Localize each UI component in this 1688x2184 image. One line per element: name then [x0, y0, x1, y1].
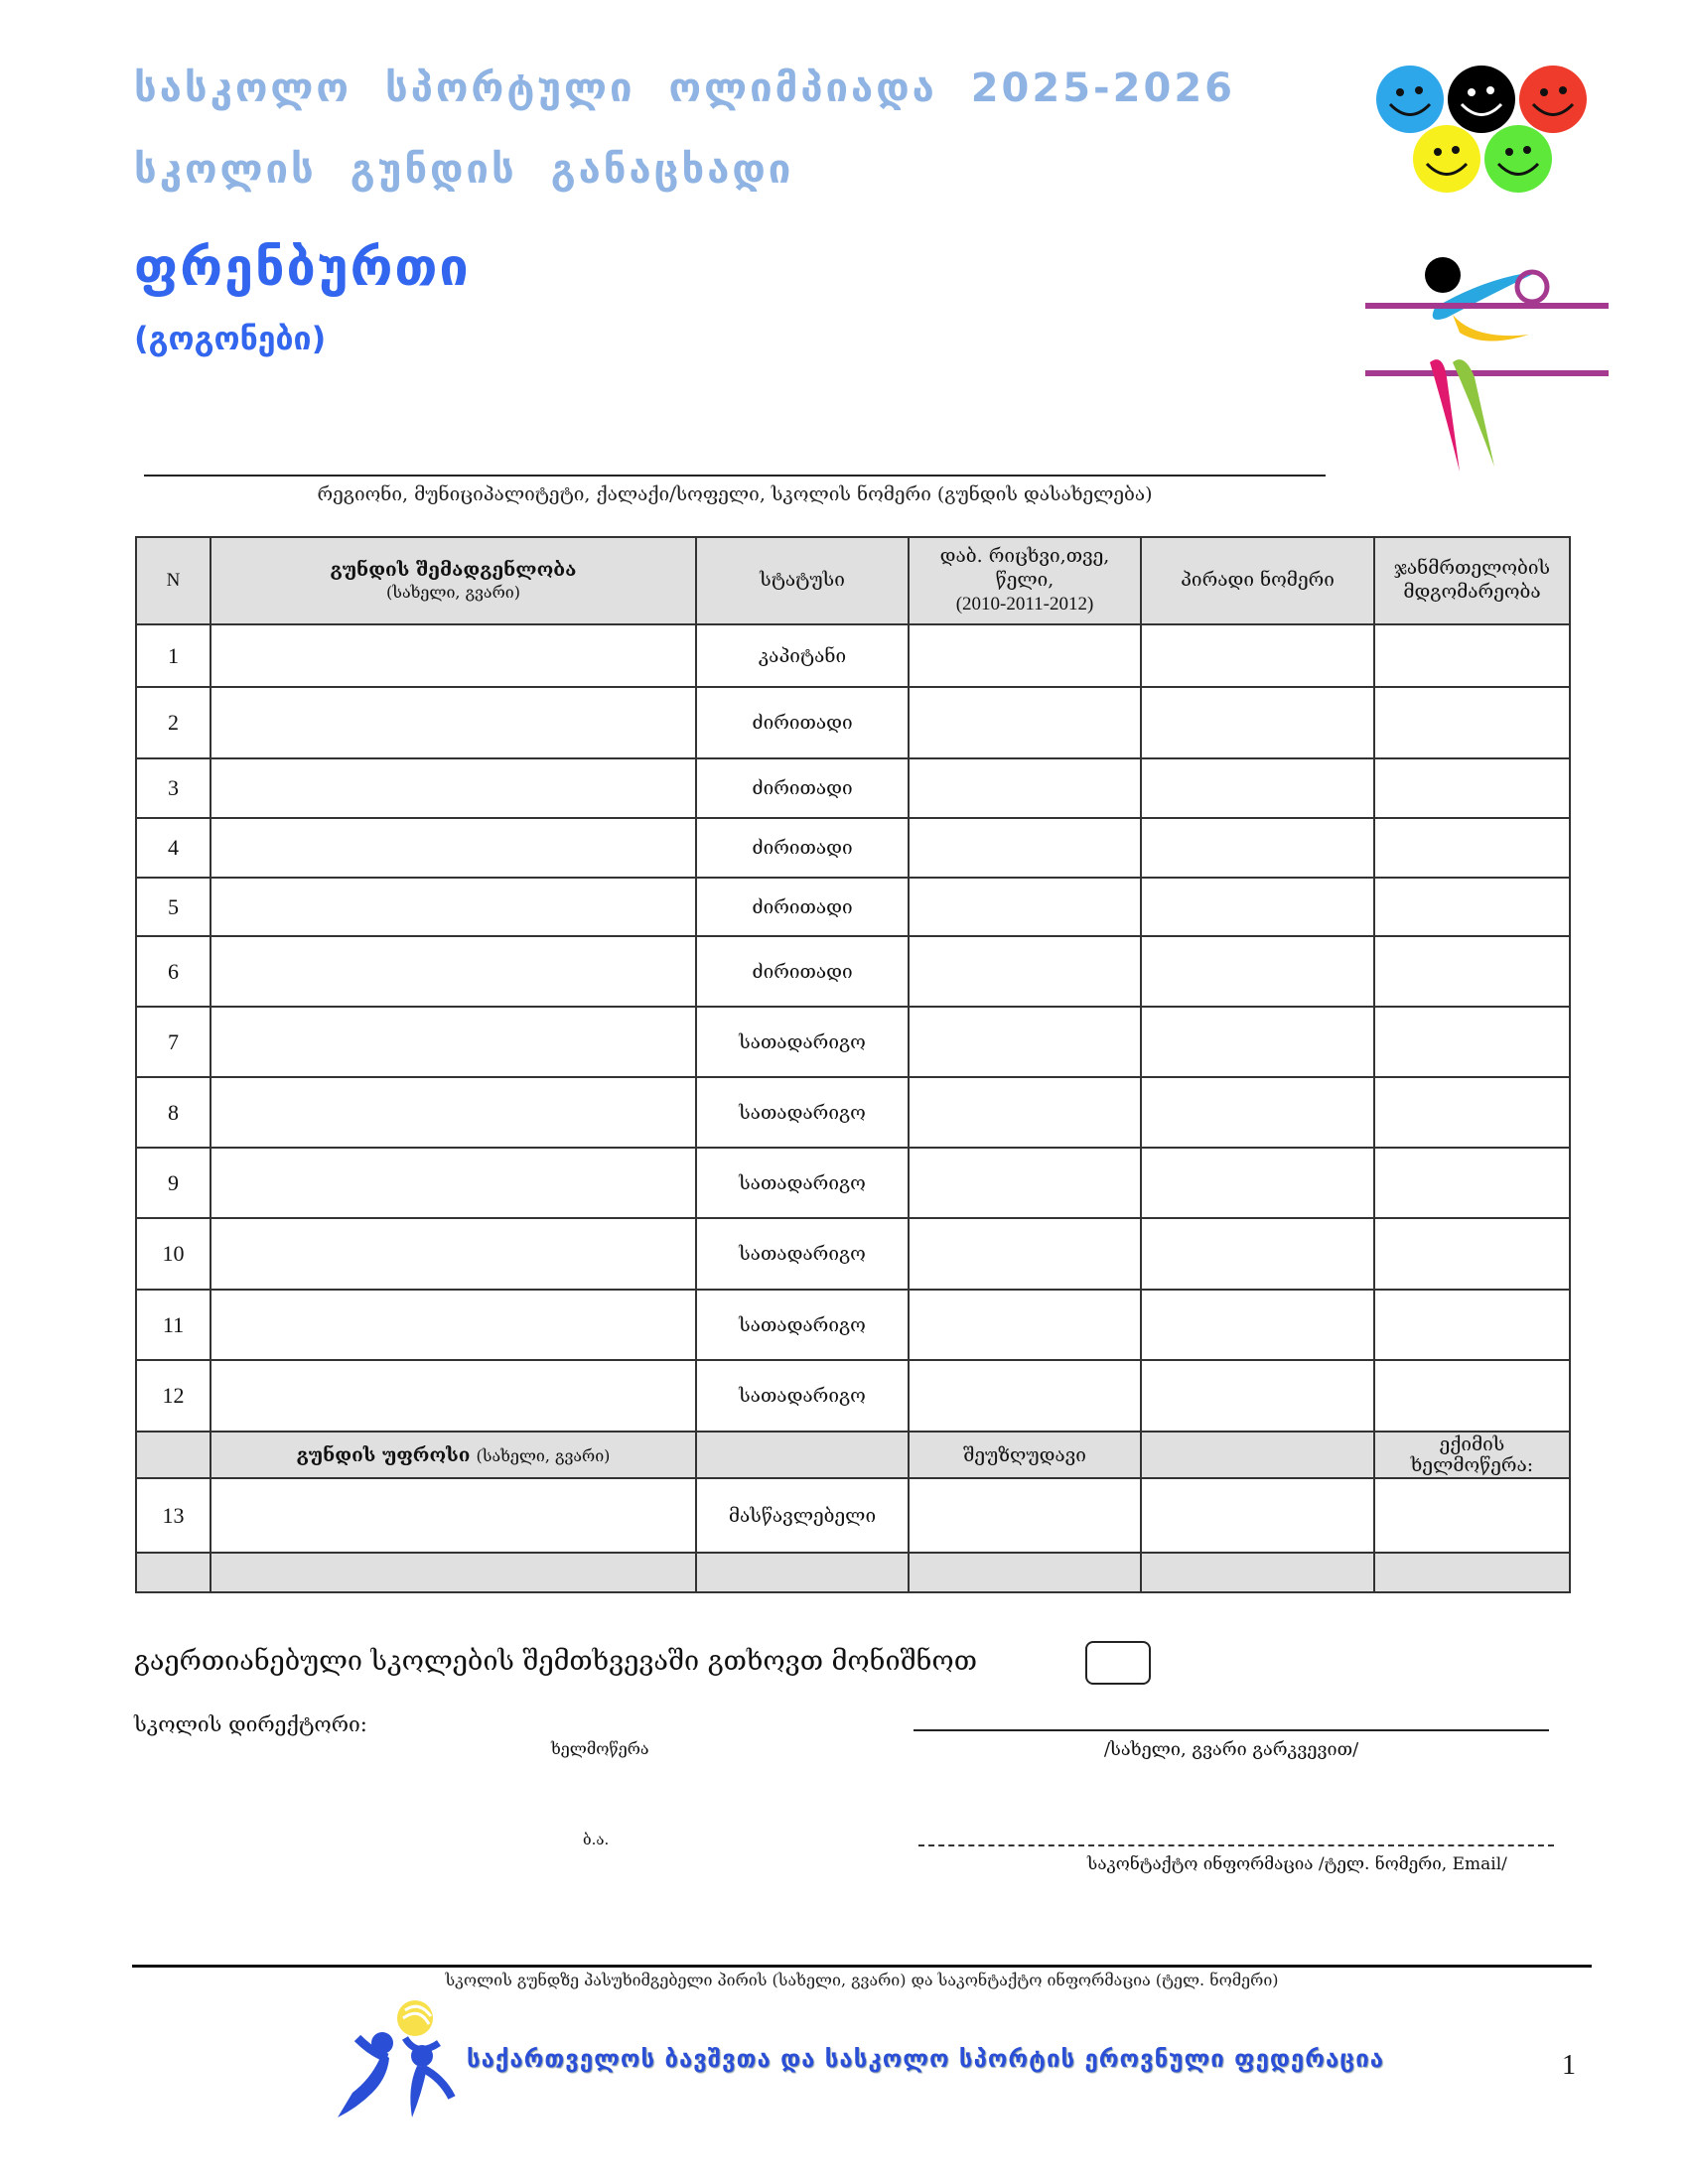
player-name-cell[interactable] [211, 1007, 696, 1077]
director-name-line[interactable] [914, 1729, 1549, 1731]
signature-caption: ხელმოწერა [551, 1739, 649, 1758]
player-status: კაპიტანი [696, 624, 909, 687]
row-number: 12 [136, 1360, 211, 1432]
stamp-caption: ბ.ა. [583, 1831, 610, 1848]
table-footer-row [136, 1553, 1570, 1592]
dob-label-line: წელი, [995, 569, 1055, 592]
coach-sublabel: (სახელი, გვარი) [476, 1445, 611, 1465]
table-row [136, 1148, 1570, 1218]
coach-dob-note: შეუზღუდავი [909, 1432, 1141, 1478]
title-word: სპორტული [384, 66, 635, 111]
table-row [136, 1007, 1570, 1077]
player-personal-id-cell[interactable] [1141, 1148, 1374, 1218]
footer-cell [696, 1553, 909, 1592]
player-dob-cell[interactable] [909, 1290, 1141, 1360]
page-subtitle [134, 147, 793, 193]
player-name-cell[interactable] [211, 878, 696, 936]
player-personal-id-cell[interactable] [1141, 687, 1374, 758]
doctor-label-line: ხელმოწერა: [1410, 1453, 1534, 1476]
coach-name-cell[interactable] [211, 1478, 696, 1553]
footer-divider [132, 1965, 1592, 1968]
page-number: 1 [1562, 2050, 1576, 2081]
player-health-cell[interactable] [1374, 878, 1570, 936]
player-status: ძირითადი [696, 878, 909, 936]
player-status: სათადარიგო [696, 1148, 909, 1218]
title-word: ოლიმპიადა [668, 66, 937, 111]
footer-cell [909, 1553, 1141, 1592]
player-personal-id-cell[interactable] [1141, 624, 1374, 687]
table-row [136, 624, 1570, 687]
smiley-blue-icon [1376, 66, 1444, 133]
player-personal-id-cell[interactable] [1141, 1360, 1374, 1432]
health-label-line: მდგომარეობა [1403, 581, 1541, 603]
player-name-cell[interactable] [211, 687, 696, 758]
row-number: 5 [136, 878, 211, 936]
player-personal-id-cell[interactable] [1141, 1007, 1374, 1077]
player-health-cell[interactable] [1374, 936, 1570, 1007]
table-row [136, 936, 1570, 1007]
player-dob-cell[interactable] [909, 758, 1141, 818]
coach-dob-cell[interactable] [909, 1478, 1141, 1553]
player-name-cell[interactable] [211, 818, 696, 878]
dob-label-line: დაბ. რიცხვი,თვე, [939, 545, 1110, 568]
player-health-cell[interactable] [1374, 624, 1570, 687]
player-health-cell[interactable] [1374, 1218, 1570, 1290]
footer-cell [1141, 1553, 1374, 1592]
merged-schools-checkbox[interactable] [1085, 1641, 1151, 1685]
director-label: სკოლის დირექტორი: [134, 1712, 367, 1736]
table-row [136, 1077, 1570, 1148]
table-row [136, 1218, 1570, 1290]
player-personal-id-cell[interactable] [1141, 1290, 1374, 1360]
merged-schools-label: გაერთიანებული სკოლების შემთხვევაში გთხოვთ მონიშნოთ [134, 1646, 977, 1677]
composition-sublabel: (სახელი, გვარი) [386, 582, 520, 602]
footer-cell [1374, 1553, 1570, 1592]
player-health-cell[interactable] [1374, 1360, 1570, 1432]
player-name-cell[interactable] [211, 1077, 696, 1148]
col-header-n: N [136, 537, 211, 624]
subtitle-word: გუნდის [350, 147, 517, 193]
coach-personal-id-cell[interactable] [1141, 1478, 1374, 1553]
row-number: 9 [136, 1148, 211, 1218]
player-name-cell[interactable] [211, 1290, 696, 1360]
player-dob-cell[interactable] [909, 936, 1141, 1007]
player-status: სათადარიგო [696, 1077, 909, 1148]
coach-row [136, 1478, 1570, 1553]
player-status: ძირითადი [696, 818, 909, 878]
coach-status: მასწავლებელი [696, 1478, 909, 1553]
player-dob-cell[interactable] [909, 1360, 1141, 1432]
row-number: 7 [136, 1007, 211, 1077]
coach-header-empty [136, 1432, 211, 1478]
category-label: (გოგონები) [134, 320, 327, 357]
coach-label: გუნდის უფროსი [296, 1443, 471, 1466]
coach-health-cell[interactable] [1374, 1478, 1570, 1553]
player-personal-id-cell[interactable] [1141, 818, 1374, 878]
roster-body [136, 624, 1570, 1432]
table-row [136, 878, 1570, 936]
player-name-cell[interactable] [211, 624, 696, 687]
smiley-green-icon [1484, 125, 1552, 193]
name-caption: /სახელი, გვარი გარკვევით/ [1103, 1739, 1359, 1760]
player-health-cell[interactable] [1374, 1077, 1570, 1148]
row-number: 2 [136, 687, 211, 758]
table-row [136, 818, 1570, 878]
player-health-cell[interactable] [1374, 687, 1570, 758]
player-status: სათადარიგო [696, 1007, 909, 1077]
col-header-health [1374, 537, 1570, 624]
title-word: სასკოლო [134, 66, 352, 111]
health-label-line: ჯანმრთელობის [1393, 557, 1551, 580]
player-name-cell[interactable] [211, 1360, 696, 1432]
row-number: 11 [136, 1290, 211, 1360]
dob-years: (2010-2011-2012) [955, 593, 1094, 614]
player-name-cell[interactable] [211, 758, 696, 818]
page-title [134, 66, 1235, 111]
player-status: ძირითადი [696, 758, 909, 818]
player-personal-id-cell[interactable] [1141, 1077, 1374, 1148]
player-health-cell[interactable] [1374, 758, 1570, 818]
player-health-cell[interactable] [1374, 1007, 1570, 1077]
player-personal-id-cell[interactable] [1141, 758, 1374, 818]
player-dob-cell[interactable] [909, 818, 1141, 878]
player-dob-cell[interactable] [909, 878, 1141, 936]
responsible-person-caption: სკოლის გუნდზე პასუხიმგებელი პირის (სახელი, გვარი) და საკონტაქტო ინფორმაცია (ტელ. ნომერი) [445, 1971, 1279, 1989]
volleyball-player-icon [1365, 253, 1614, 477]
team-name-line[interactable] [144, 475, 1326, 477]
smiley-black-icon [1448, 66, 1515, 133]
col-header-status: სტატუსი [696, 537, 909, 624]
row-number: 1 [136, 624, 211, 687]
table-row [136, 1360, 1570, 1432]
player-status: სათადარიგო [696, 1290, 909, 1360]
sport-name: ფრენბურთი [134, 238, 471, 298]
olympiad-smiley-logo [1375, 60, 1614, 199]
player-health-cell[interactable] [1374, 1290, 1570, 1360]
player-health-cell[interactable] [1374, 818, 1570, 878]
player-status: ძირითადი [696, 936, 909, 1007]
row-number: 10 [136, 1218, 211, 1290]
smiley-yellow-icon [1413, 125, 1480, 193]
player-personal-id-cell[interactable] [1141, 936, 1374, 1007]
row-number: 4 [136, 818, 211, 878]
col-header-composition [211, 537, 696, 624]
player-status: სათადარიგო [696, 1218, 909, 1290]
federation-logo-icon [328, 1998, 467, 2122]
subtitle-word: განაცხადი [550, 147, 794, 193]
composition-label: გუნდის შემადგენლობა [330, 559, 577, 582]
table-row [136, 758, 1570, 818]
col-header-personal-id: პირადი ნომერი [1141, 537, 1374, 624]
player-name-cell[interactable] [211, 1218, 696, 1290]
col-header-dob [909, 537, 1141, 624]
player-name-cell[interactable] [211, 1148, 696, 1218]
smiley-red-icon [1519, 66, 1587, 133]
table-header-row [136, 537, 1570, 624]
footer-cell [136, 1553, 211, 1592]
coach-header-label [211, 1432, 696, 1478]
table-row [136, 687, 1570, 758]
roster-table [135, 536, 1571, 1593]
title-year: 2025-2026 [970, 66, 1235, 111]
row-number: 3 [136, 758, 211, 818]
player-dob-cell[interactable] [909, 1007, 1141, 1077]
federation-name: საქართველოს ბავშვთა და სასკოლო სპორტის ეროვნული ფედერაცია [467, 2045, 1385, 2073]
table-row [136, 1290, 1570, 1360]
coach-header-empty [1141, 1432, 1374, 1478]
coach-header-empty [696, 1432, 909, 1478]
row-number: 6 [136, 936, 211, 1007]
player-dob-cell[interactable] [909, 1148, 1141, 1218]
coach-header-row [136, 1432, 1570, 1478]
footer-cell [211, 1553, 696, 1592]
player-dob-cell[interactable] [909, 687, 1141, 758]
player-personal-id-cell[interactable] [1141, 1218, 1374, 1290]
doctor-signature-label [1374, 1432, 1570, 1478]
team-name-caption: რეგიონი, მუნიციპალიტეტი, ქალაქი/სოფელი, სკოლის ნომერი (გუნდის დასახელება) [317, 483, 1153, 505]
player-dob-cell[interactable] [909, 1218, 1141, 1290]
player-personal-id-cell[interactable] [1141, 878, 1374, 936]
subtitle-word: სკოლის [134, 147, 317, 193]
contact-caption: საკონტაქტო ინფორმაცია /ტელ. ნომერი, Email/ [1087, 1854, 1507, 1874]
row-number: 13 [136, 1478, 211, 1553]
player-name-cell[interactable] [211, 936, 696, 1007]
doctor-label-line: ექიმის [1439, 1433, 1505, 1455]
player-health-cell[interactable] [1374, 1148, 1570, 1218]
player-dob-cell[interactable] [909, 624, 1141, 687]
player-status: სათადარიგო [696, 1360, 909, 1432]
contact-line[interactable] [918, 1844, 1554, 1846]
player-status: ძირითადი [696, 687, 909, 758]
row-number: 8 [136, 1077, 211, 1148]
player-dob-cell[interactable] [909, 1077, 1141, 1148]
